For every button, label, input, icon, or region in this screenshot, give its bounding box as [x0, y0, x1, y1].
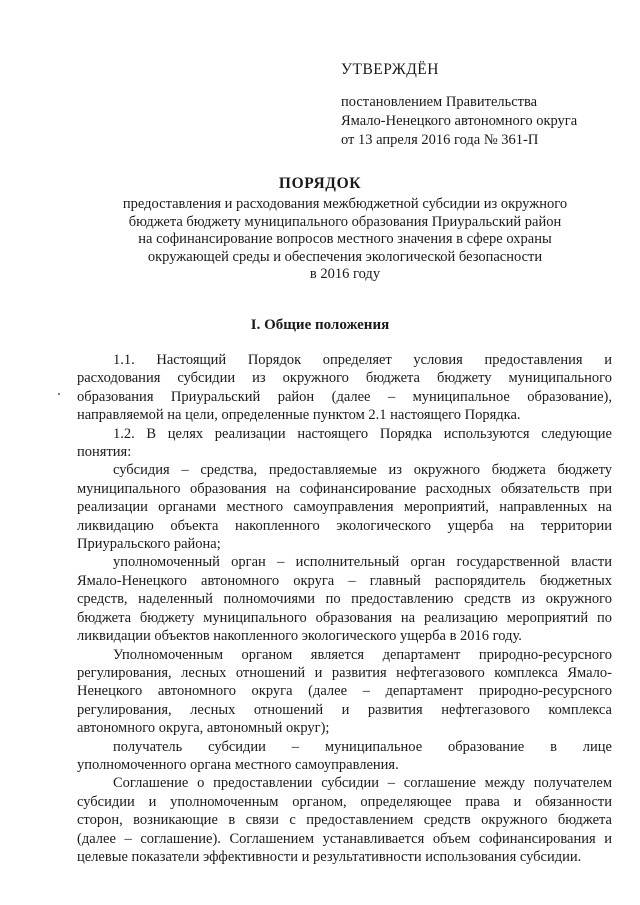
paragraph-line: 1.1. Настоящий Порядок определяет условия предоставления и: [113, 352, 612, 368]
paragraph-line: образования Приуральский район (далее – муниципальное образование),: [77, 388, 612, 405]
paragraph-line: муниципального образования на софинансирование расходных обязательств при: [77, 480, 612, 497]
paragraph-line: субсидии и уполномоченным органом, определяющее права и обязанности: [77, 793, 612, 810]
paragraph-line: Соглашение о предоставлении субсидии – соглашение между получателем: [113, 775, 612, 792]
paragraph-line: понятия:: [77, 444, 132, 461]
paragraph-line: бюджета бюджету муниципального образования на реализацию мероприятий по: [77, 609, 612, 626]
paragraph-line: получатель субсидии – муниципальное образование в лице: [113, 738, 612, 755]
paragraph: [77, 553, 612, 645]
subtitle-line: на софинансирование вопросов местного значения в сфере охраны: [138, 231, 552, 248]
paragraph-line: субсидия – средства, предоставляемые из окружного бюджета бюджету: [113, 462, 612, 479]
paragraph-line: Ямало-Ненецкого автономного округа – главный распорядитель бюджетных: [77, 572, 612, 589]
paragraph-line: целевые показатели эффективности и результативности использования субсидии.: [77, 848, 582, 865]
approval-line: постановлением Правительства: [341, 94, 538, 110]
paragraph-line: (далее – соглашение). Соглашением устанавливается объем софинансирования и: [77, 830, 612, 847]
approved-stamp: УТВЕРЖДЁН: [341, 61, 439, 78]
section-heading: I. Общие положения: [250, 317, 390, 333]
paragraph-line: Ненецкого автономного округа (далее – департамент природно-ресурсного: [77, 683, 612, 700]
approval-block: [341, 60, 621, 150]
paragraph: [77, 646, 612, 738]
subtitle-line: окружающей среды и обеспечения экологической безопасности: [147, 248, 543, 265]
body-text: [77, 351, 612, 866]
paragraph: [77, 461, 612, 553]
paragraph-line: Приуральского района;: [77, 536, 221, 553]
approval-line: от 13 апреля 2016 года № 361-П: [341, 132, 539, 148]
paragraph-line: расходования субсидии из окружного бюджета бюджету муниципального: [77, 370, 612, 387]
paragraph-line: уполномоченного органа местного самоуправления.: [77, 756, 399, 773]
paragraph-line: регулирования, лесных отношений и развития нефтегазового комплекса Ямало-: [77, 664, 612, 681]
paragraph-line: ликвидацию объекта накопленного экологического ущерба на территории: [77, 517, 612, 534]
scan-speck: [58, 393, 60, 395]
paragraph-line: сторон, возникающие в связи с предоставлением средств окружного бюджета: [77, 812, 612, 829]
approval-line: Ямало-Ненецкого автономного округа: [341, 113, 578, 129]
paragraph: [77, 425, 612, 462]
paragraph-line: Уполномоченным органом является департамент природно-ресурсного: [113, 646, 612, 663]
document-subtitle: [80, 196, 610, 284]
subtitle-line: предоставления и расходования межбюджетной субсидии из окружного: [122, 196, 568, 212]
paragraph-line: средств, наделенный полномочиями по предоставлению средств из окружного: [77, 591, 612, 608]
subtitle-line: бюджета бюджету муниципального образования Приуральский район: [128, 213, 562, 230]
paragraph-line: направляемой на цели, определенные пунктом 2.1 настоящего Порядка.: [77, 407, 521, 424]
paragraph-line: 1.2. В целях реализации настоящего Порядка используются следующие: [113, 425, 612, 442]
paragraph-line: регулирования, лесных отношений и развития нефтегазового комплекса: [77, 701, 612, 718]
paragraph: [77, 774, 612, 866]
document-title: ПОРЯДОК: [278, 175, 362, 192]
paragraph-line: ликвидации объектов накопленного экологического ущерба в 2016 году.: [77, 628, 522, 645]
subtitle-line: в 2016 году: [309, 266, 381, 283]
paragraph: [77, 351, 612, 425]
paragraph-line: автономного округа, автономный округ);: [77, 720, 330, 737]
paragraph: [77, 738, 612, 775]
paragraph-line: реализации органами местного самоуправления мероприятий, направленных на: [77, 499, 612, 516]
paragraph-line: уполномоченный орган – исполнительный орган государственной власти: [113, 554, 612, 571]
